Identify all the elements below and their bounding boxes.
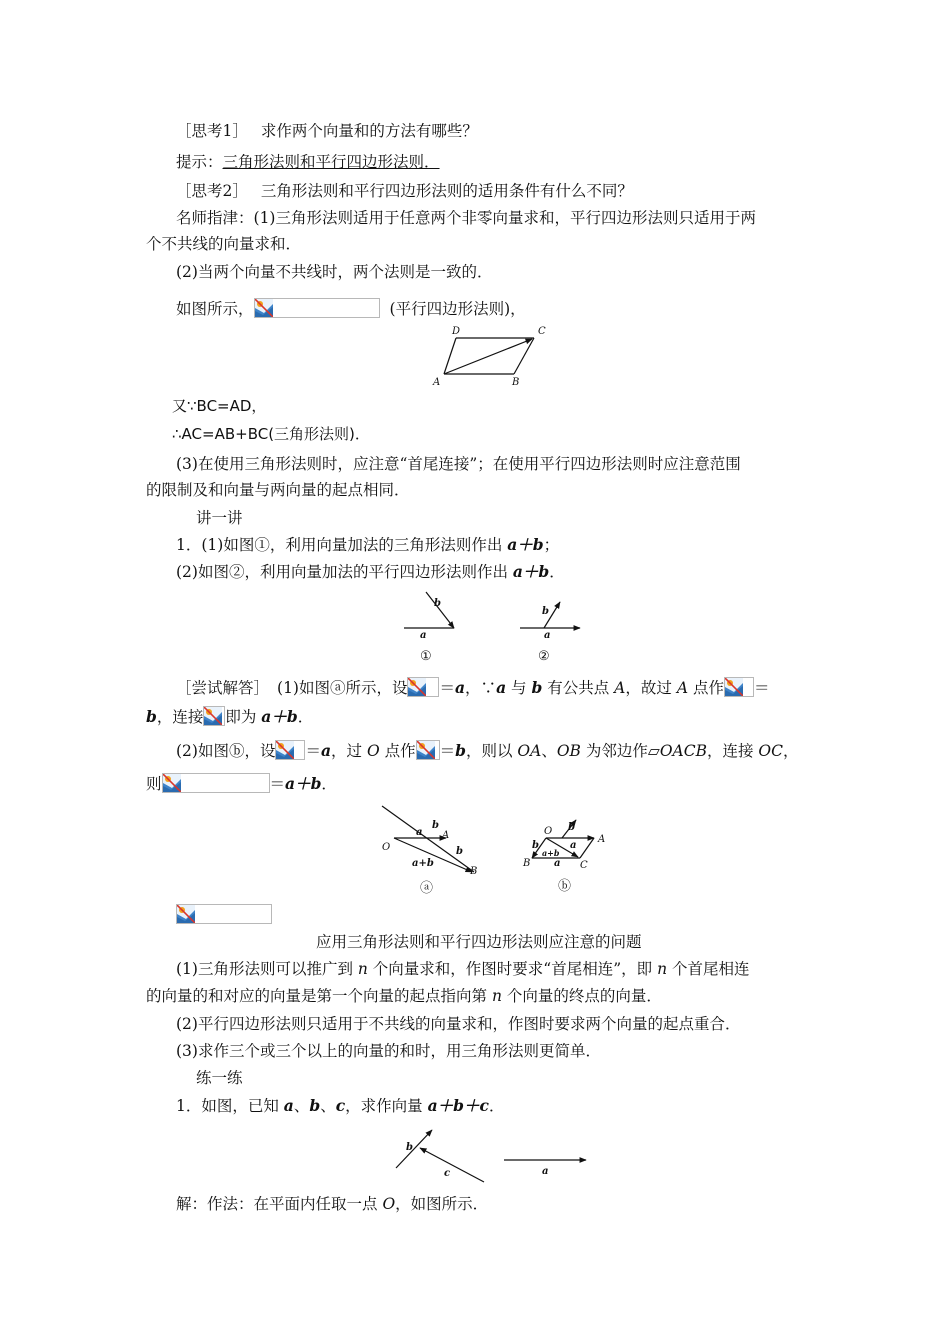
solution-l3-t6: ，则以 [465, 742, 518, 760]
vec-a: a [496, 678, 507, 697]
solution-l4-end: ． [321, 775, 337, 793]
var-n: n [657, 960, 668, 978]
solution-l3-t3: ，过 [331, 742, 367, 760]
sep: 、 [320, 1097, 336, 1115]
jiang-title: 讲一讲 [196, 509, 243, 527]
solution-l2-t2: 即为 [225, 708, 262, 726]
solution-label: ［尝试解答］ [176, 679, 270, 697]
solution-l3-t5: ＝ [439, 742, 456, 760]
label-a: a [542, 1166, 549, 1177]
parallelogram-oacb: OACB [659, 742, 707, 760]
lian-q1-mid: ，求作向量 [345, 1097, 428, 1115]
label-b: B [512, 377, 520, 388]
lian-q1-end: ． [488, 1097, 505, 1115]
edge-ad [444, 338, 456, 374]
figb-label-o: O [544, 826, 553, 837]
figa-label-vec-b1: b [432, 820, 439, 831]
image-placeholder [176, 904, 272, 924]
lian-answer [176, 1194, 488, 1214]
solution-l3 [176, 740, 799, 761]
teacher-hw2: ∴AC=AB+BC(三角形法则)． [172, 425, 370, 443]
fig2-caption: ② [538, 649, 550, 664]
figure-2 [516, 594, 586, 664]
solution-l2-end: ． [297, 708, 314, 726]
lian-q1-pre: 1．如图，已知 [176, 1097, 284, 1115]
jiang-q1b-text: (2)如图②，利用向量加法的平行四边形法则作出 [176, 563, 513, 581]
summary-p3: (3)求作三个或三个以上的向量的和时，用三角形法则更简单． [176, 1042, 601, 1060]
lian-q1 [176, 1096, 504, 1116]
teacher-p1a [176, 208, 756, 228]
segment-oc: OC [758, 742, 783, 760]
figb-label-vec-ab: a+b [542, 848, 560, 858]
sep: 、 [293, 1097, 310, 1115]
fig1-b-label: b [434, 598, 441, 609]
image-placeholder [724, 677, 754, 697]
teacher-p3a: (3)在使用三角形法则时，应注意“首尾连接”；在使用平行四边形法则时应注意范围 [176, 455, 741, 473]
image-icon [255, 299, 273, 317]
teacher-fig-suffix: (平行四边形法则)， [389, 300, 526, 318]
jiang-q1b-expr: a＋b [512, 562, 550, 581]
solution-l3-t8: 为邻边作▱ [580, 742, 660, 760]
vector-c [420, 1148, 484, 1182]
label-b: b [406, 1142, 413, 1153]
summary-p1b-end: 个向量的终点的向量． [501, 987, 662, 1005]
fig2-b-label: b [542, 606, 549, 617]
parallelogram-figure [426, 322, 556, 388]
figa-label-b: B [470, 866, 478, 877]
think2-label: ［思考2］ [176, 182, 248, 200]
image-placeholder [407, 677, 439, 697]
figa-label-vec-a: a [416, 827, 423, 838]
segment-ob: OB [556, 742, 581, 760]
solution-l2 [146, 706, 313, 727]
teacher-p1a-text: (1)三角形法则适用于任意两个非零向量求和，平行四边形法则只适用于两 [253, 209, 756, 227]
solution-l1-t6: ，故过 [625, 679, 677, 697]
figa-label-vec-ab: a+b [412, 858, 434, 869]
solution-l1-t3: ，∵ [465, 679, 497, 697]
var-n: n [357, 960, 368, 978]
image-icon [725, 678, 743, 696]
figb-label-vec-b2: b [532, 840, 539, 851]
figb-label-vec-a1: a [570, 840, 577, 851]
solution-l3-t9: ，连接 [706, 742, 759, 760]
image-icon [408, 678, 426, 696]
teacher-p3b: 的限制及和向量与两向量的起点相同． [146, 481, 410, 499]
solution-l3-t2: ＝ [305, 742, 321, 760]
solution-l4-t1: 则 [146, 775, 162, 793]
figure-b [520, 818, 620, 896]
solution-l3-t1: (2)如图ⓑ，设 [176, 742, 276, 760]
think1-label: ［思考1］ [176, 122, 248, 140]
solution-l1-t7: 点作 [688, 679, 724, 697]
vec-b: b [455, 741, 466, 760]
vec-a: a [455, 678, 466, 697]
think2-question: 三角形法则和平行四边形法则的适用条件有什么不同？ [260, 182, 633, 200]
vec-a: a [320, 741, 332, 760]
jiang-q1b [176, 562, 565, 582]
image-icon [204, 707, 222, 725]
vec-b: b [309, 1096, 321, 1115]
segment-oa: OA [517, 742, 542, 760]
vec-c: c [335, 1096, 346, 1115]
image-placeholder [162, 773, 270, 793]
point-o: O [366, 742, 380, 760]
vec-b: b [146, 707, 157, 726]
sum-expr: a＋b [261, 707, 298, 726]
solution-l1-t4: 与 [506, 679, 532, 697]
label-c: C [538, 326, 546, 337]
summary-p1b [146, 986, 662, 1006]
think1-line [176, 121, 478, 141]
fig2-a-label: a [544, 630, 551, 641]
lian-answer-pre: 解：作法：在平面内任取一点 [176, 1195, 383, 1213]
figb-label-b: B [523, 858, 531, 869]
figa-label-o: O [382, 842, 391, 853]
lian-answer-end: ，如图所示． [395, 1195, 489, 1213]
solution-l1-t5: 有公共点 [542, 679, 615, 697]
image-icon [276, 741, 294, 759]
jiang-q1a-end: ； [543, 536, 560, 554]
think1-question: 求作两个向量和的方法有哪些？ [260, 122, 478, 140]
think2-line [176, 181, 633, 201]
image-placeholder [416, 740, 440, 760]
image-icon [177, 905, 195, 923]
solution-l1-t1: (1)如图ⓐ所示，设 [277, 679, 408, 697]
figa-caption: ⓐ [420, 881, 434, 896]
teacher-hw1: 又∵BC=AD， [172, 397, 267, 415]
teacher-p1b: 个不共线的向量求和． [146, 235, 302, 253]
teacher-p2: (2)当两个向量不共线时，两个法则是一致的． [176, 263, 493, 281]
figb-label-vec-a2: a [554, 858, 561, 869]
jiang-q1a-text: 1．(1)如图①，利用向量加法的三角形法则作出 [176, 536, 508, 554]
image-icon [163, 774, 181, 792]
hint1-label: 提示： [176, 153, 223, 171]
figb-label-a: A [598, 834, 606, 845]
label-d: D [452, 326, 461, 337]
solution-l1-t2: ＝ [439, 679, 455, 697]
solution-l4-t2: ＝ [269, 775, 286, 793]
teacher-fig-prefix: 如图所示， [176, 300, 254, 318]
vector-b [396, 1130, 432, 1168]
summary-title: 应用三角形法则和平行四边形法则应注意的问题 [316, 933, 642, 951]
teacher-fig-line [176, 298, 526, 319]
figa-label-vec-b2: b [456, 846, 463, 857]
point-a: A [614, 679, 626, 697]
summary-image-line [176, 904, 272, 925]
edge-ac [580, 838, 594, 858]
solution-l3-t7: 、 [541, 742, 557, 760]
solution-l3-t4: 点作 [379, 742, 416, 760]
solution-l3-t10: ， [782, 742, 799, 760]
image-placeholder [254, 298, 380, 318]
vec-a: a [283, 1096, 294, 1115]
edge-bc [514, 338, 534, 374]
label-a: A [433, 377, 441, 388]
practice-figure [390, 1126, 594, 1186]
figb-caption: ⓑ [558, 879, 572, 894]
solution-l1-t8: ＝ [753, 679, 770, 697]
teacher-label: 名师指津： [176, 209, 254, 227]
summary-p2: (2)平行四边形法则只适用于不共线的向量求和，作图时要求两个向量的起点重合． [176, 1015, 741, 1033]
lian-title: 练一练 [196, 1069, 243, 1087]
figure-a [376, 800, 486, 896]
jiang-q1b-end: ． [549, 563, 565, 581]
image-icon [417, 741, 435, 759]
summary-p1a-mid: 个向量求和，作图时要求“首尾相连”，即 [367, 960, 658, 978]
summary-p1a-pre: (1)三角形法则可以推广到 [176, 960, 358, 978]
summary-p1a-end: 个首尾相连 [667, 960, 750, 978]
solution-l1 [176, 677, 769, 698]
summary-p1b-pre: 的向量的和对应的向量是第一个向量的起点指向第 [146, 987, 492, 1005]
vec-b: b [531, 678, 543, 697]
jiang-q1a-expr: a＋b [507, 535, 544, 554]
sum-expr: a＋b＋c [427, 1096, 489, 1115]
figb-label-c: C [580, 860, 588, 871]
summary-p1a [176, 959, 750, 979]
label-c: c [444, 1168, 451, 1179]
fig1-caption: ① [420, 649, 432, 664]
figa-label-a: A [442, 830, 450, 841]
figb-label-vec-b1: b [568, 822, 575, 833]
point-o: O [382, 1195, 396, 1213]
solution-l2-t1: ，连接 [156, 708, 204, 726]
figure-1 [396, 588, 466, 664]
fig1-a-label: a [420, 630, 427, 641]
image-placeholder [275, 740, 305, 760]
solution-l4 [146, 773, 337, 794]
image-placeholder [203, 706, 225, 726]
jiang-q1a [176, 535, 559, 555]
hint1-answer: 三角形法则和平行四边形法则． [222, 153, 440, 171]
point-a: A [676, 679, 689, 697]
var-n: n [491, 987, 502, 1005]
sum-expr: a＋b [285, 774, 322, 793]
diagonal-ac [444, 339, 532, 374]
hint1-line [176, 152, 440, 172]
